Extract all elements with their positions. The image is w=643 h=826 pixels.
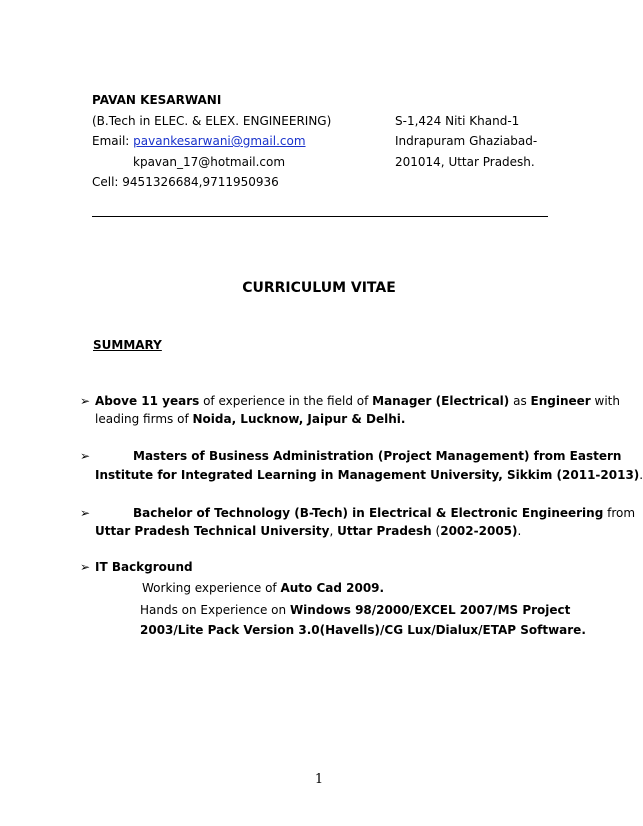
it-line-1: Working experience of Auto Cad 2009. — [142, 581, 385, 595]
email-label: Email: — [92, 134, 130, 148]
summary-item-3-line-1: Bachelor of Technology (B-Tech) in Electrical & Electronic Engineering from — [133, 506, 636, 520]
arrow-bullet-icon: ➢ — [80, 449, 91, 463]
address-line-3: 201014, Uttar Pradesh. — [395, 155, 535, 169]
summary-item-3-line-2: Uttar Pradesh Technical University, Uttar Pradesh (2002-2005). — [95, 524, 522, 538]
email-link-primary[interactable]: pavankesarwani@gmail.com — [133, 134, 306, 148]
degree: (B.Tech in ELEC. & ELEX. ENGINEERING) — [92, 114, 332, 128]
arrow-bullet-icon: ➢ — [80, 394, 91, 408]
summary-item-1-line-1: Above 11 years of experience in the field of Manager (Electrical) as Engineer with — [95, 394, 620, 408]
document-title: CURRICULUM VITAE — [242, 280, 396, 296]
page-number: 1 — [314, 772, 324, 787]
it-line-2: Hands on Experience on Windows 98/2000/EXCEL 2007/MS Project — [140, 603, 571, 617]
summary-item-2-line-1: Masters of Business Administration (Project Management) from Eastern — [133, 449, 622, 463]
address-line-1: S-1,424 Niti Khand-1 — [395, 114, 520, 128]
it-line-3: 2003/Lite Pack Version 3.0(Havells)/CG Lux/Dialux/ETAP Software. — [140, 623, 586, 637]
summary-item-1-line-2: leading firms of Noida, Lucknow, Jaipur & Delhi. — [95, 412, 406, 426]
summary-heading: SUMMARY — [93, 338, 162, 352]
cell-phone: Cell: 9451326684,9711950936 — [92, 175, 279, 189]
arrow-bullet-icon: ➢ — [80, 506, 91, 520]
summary-item-2-line-2: Institute for Integrated Learning in Management University, Sikkim (2011-2013). — [95, 468, 643, 482]
address-line-2: Indrapuram Ghaziabad- — [395, 134, 538, 148]
it-background-heading: IT Background — [95, 560, 193, 574]
applicant-name: PAVAN KESARWANI — [92, 93, 222, 107]
header-divider — [92, 216, 548, 217]
arrow-bullet-icon: ➢ — [80, 560, 91, 574]
email-secondary: kpavan_17@hotmail.com — [133, 155, 286, 169]
email-line — [92, 133, 306, 149]
